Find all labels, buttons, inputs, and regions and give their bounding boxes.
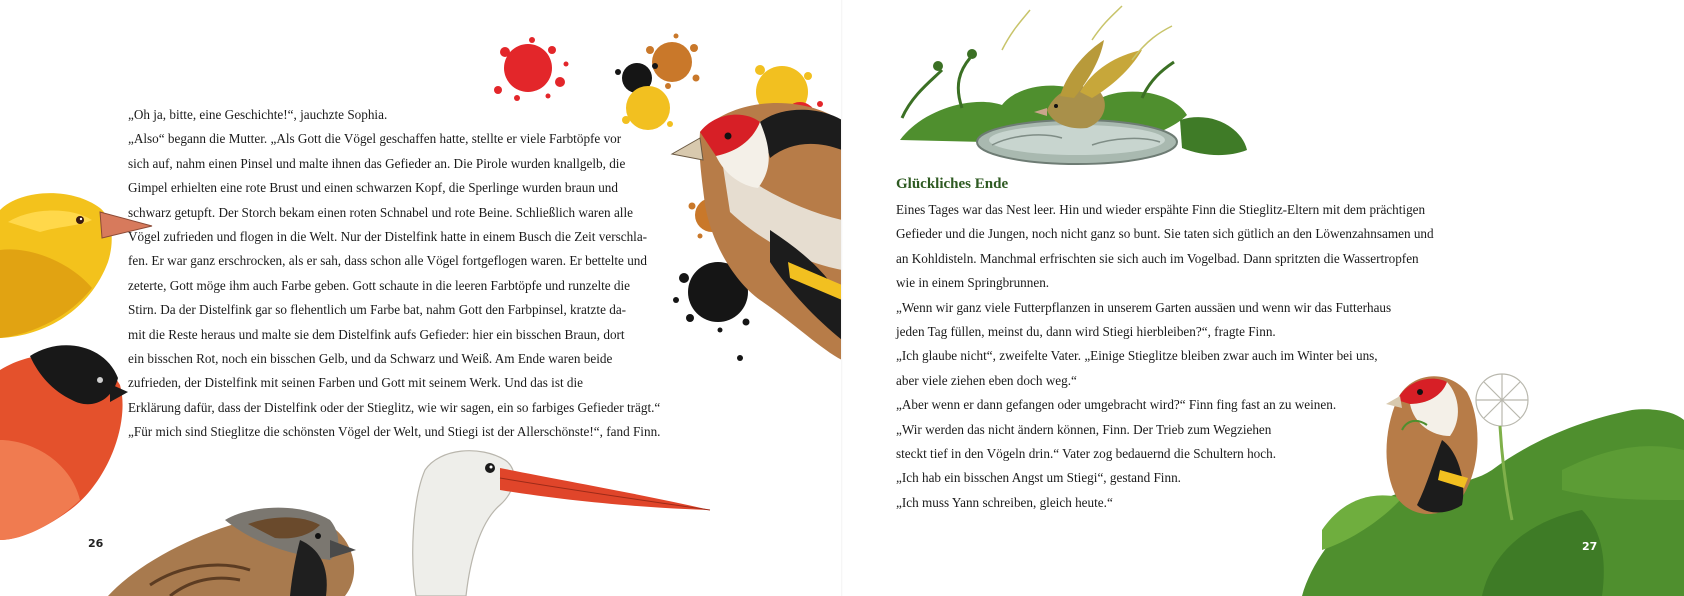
paragraph-line: Erklärung dafür, dass der Distelfink oder der Stieglitz, wie wir sagen, ein so farbiges Gefieder trägt.“ [128,399,661,415]
bullfinch-illustration [0,345,128,540]
paragraph-line: zeterte, Gott möge ihm auch Farbe geben. Gott schaute in die leeren Farbtöpfe und runzelte die [128,277,631,293]
paragraph-line: steckt tief in den Vögeln drin.“ Vater zog bedauernd die Schultern hoch. [896,446,1277,462]
paragraph-line: „Also“ begann die Mutter. „Als Gott die Vögel geschaffen hatte, stellte er viele Farbtöpfe vor [128,131,622,147]
paragraph-line: fen. Er war ganz erschrocken, als er sah, dass schon alle Vögel fortgeflogen waren. Er bettelte und [128,253,647,269]
chapter-heading: Glückliches Ende [896,176,1009,192]
right-page-text [896,198,1486,515]
brown-paint-splash [646,34,700,90]
paragraph-line: „Aber wenn er dann gefangen oder umgebracht wird?“ Finn fing fast an zu weinen. [896,397,1337,413]
paragraph-line: an Kohldisteln. Manchmal erfrischten sie sich auch im Vogelbad. Dann spritzten die Wassertropfen [896,250,1419,266]
paragraph-line: sich auf, nahm einen Pinsel und malte ihnen das Gefieder an. Die Pirole wurden knallgelb, die [128,155,626,171]
page-number: 26 [88,537,104,550]
right-page [842,0,1684,596]
paragraph-line: „Ich hab ein bisschen Angst um Stiegi“, gestand Finn. [896,470,1181,486]
paragraph-line: zufrieden, der Distelfink mit seinen Farben und Gott mit seinem Werk. Und das ist die [128,375,584,391]
paragraph-line: jeden Tag füllen, meinst du, dann wird Stiegi hierbleiben?“, fragte Finn. [896,324,1276,340]
paragraph-line: „Oh ja, bitte, eine Geschichte!“, jauchzte Sophia. [128,107,388,122]
paragraph-line: Stirn. Da der Distelfink gar so flehentlich um Farbe bat, nahm Gott den Farbpinsel, kratzte da- [128,302,627,318]
page-number: 27 [1582,540,1598,553]
paragraph-line: „Wir werden das nicht ändern können, Finn. Der Trieb zum Wegziehen [896,421,1272,437]
paragraph-line: „Wenn wir ganz viele Futterpflanzen in unserem Garten aussäen und wenn wir das Futterhaus [896,299,1392,315]
paragraph-line: mit die Reste heraus und malte sie dem Distelfink aufs Gefieder: hier ein bisschen Braun, dort [128,326,625,342]
paragraph-line: aber viele ziehen eben doch weg.“ [896,372,1077,388]
paragraph-line: wie in einem Springbrunnen. [896,275,1050,291]
left-page-text [128,103,683,445]
stork-illustration [413,451,710,596]
sparrow-illustration [108,508,356,596]
paragraph-line: Gefieder und die Jungen, noch nicht ganz so bunt. Sie taten sich gütlich an den Löwenzahnsamen und [896,226,1434,242]
paragraph-line: Gimpel erhielten eine rote Brust und einen schwarzen Kopf, die Sperlinge wurden braun und [128,180,618,196]
paragraph-line: „Für mich sind Stieglitze die schönsten Vögel der Welt, und Stiegi ist der Allerschönste!“, fand Finn. [128,424,661,440]
paragraph-line: Eines Tages war das Nest leer. Hin und wieder erspähte Finn die Stieglitz-Eltern mit dem prächtigen [896,202,1426,217]
paragraph-line: „Ich glaube nicht“, zweifelte Vater. „Einige Stieglitze bleiben zwar auch im Winter bei uns, [896,348,1378,364]
paragraph-line: „Ich muss Yann schreiben, gleich heute.“ [896,494,1113,510]
paragraph-line: schwarz getupft. Der Storch bekam einen roten Schnabel und rote Beine. Schließlich waren alle [128,204,633,220]
paragraph-line: Vögel zufrieden und flogen in die Welt. Nur der Distelfink hatte in einem Busch die Zeit verschla- [128,229,648,245]
goldfinch-illustration [672,103,842,360]
red-paint-splash [494,37,569,101]
birdbath-illustration [900,6,1247,164]
paragraph-line: ein bisschen Rot, noch ein bisschen Gelb, und da Schwarz und Weiß. Am Ende waren beide [128,351,613,367]
